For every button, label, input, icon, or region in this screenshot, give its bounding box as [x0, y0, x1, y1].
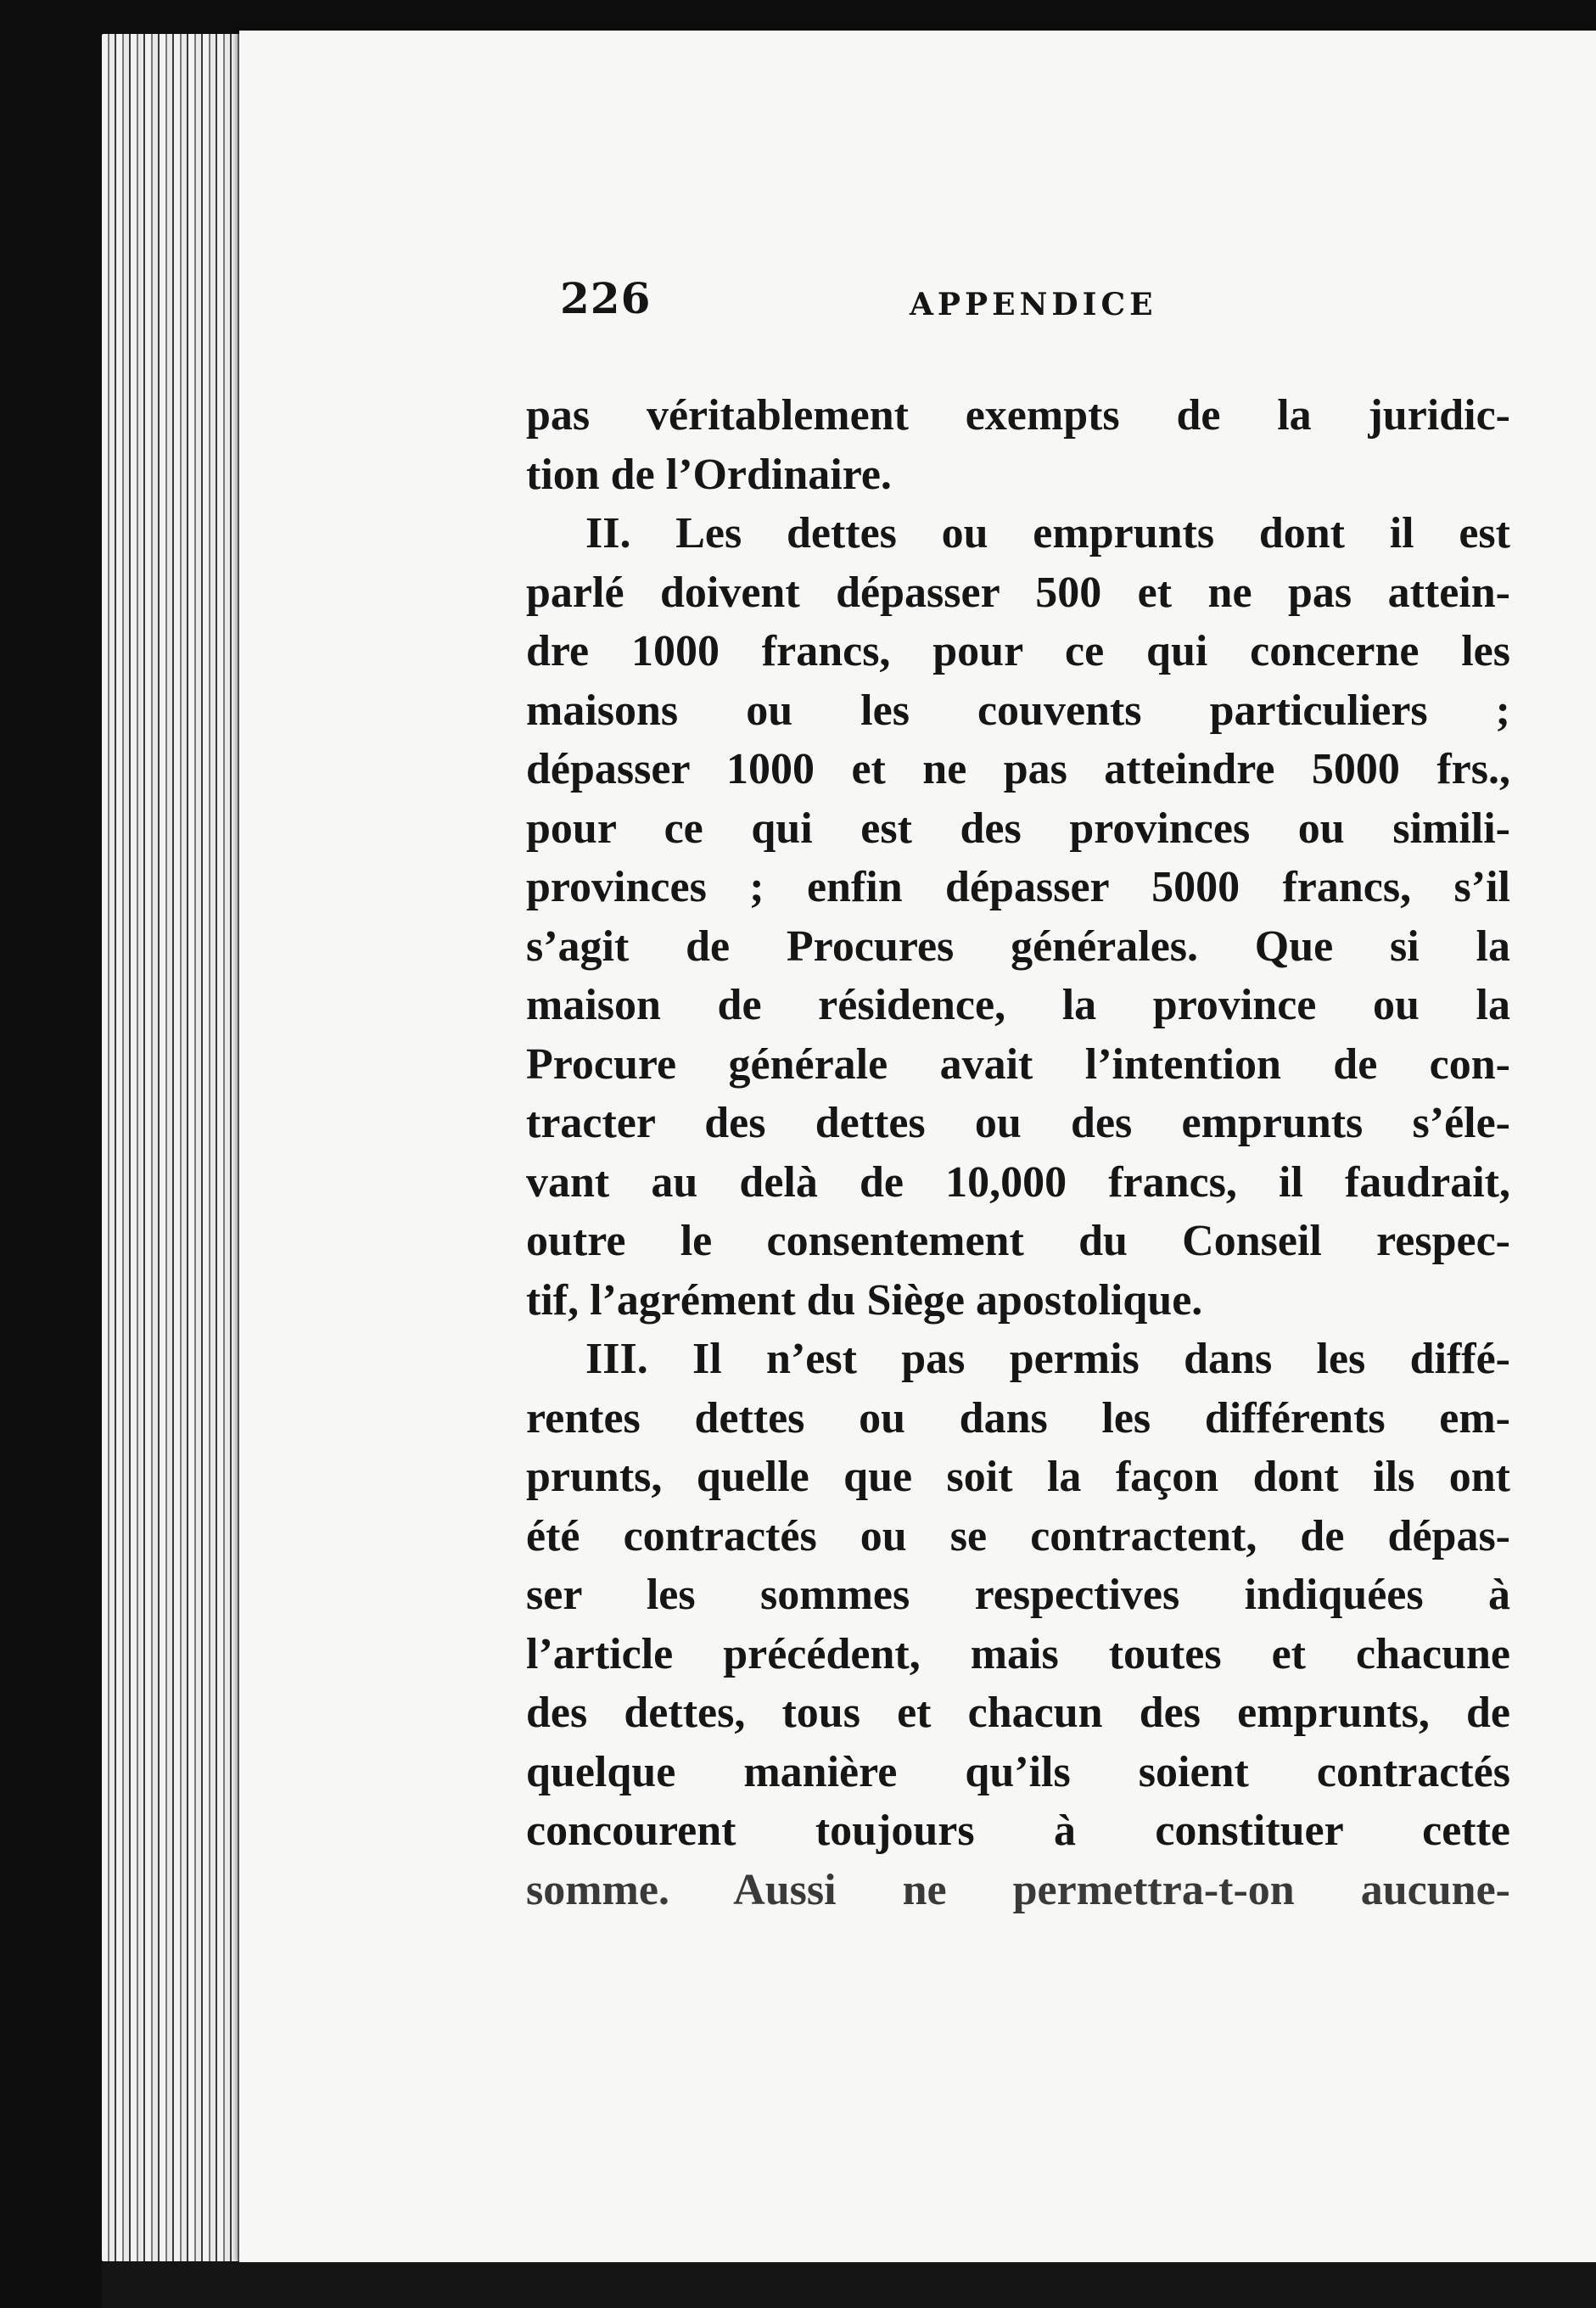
text-line: somme. Aussi ne permettra-t-on aucune- [526, 1865, 1510, 1914]
text-line: rentes dettes ou dans les différents em- [526, 1393, 1510, 1442]
text-line: tif, l’agrément du Siège apostolique. [526, 1275, 1203, 1325]
page-number: 226 [560, 273, 652, 323]
text-line: l’article précédent, mais toutes et chacune [526, 1629, 1510, 1678]
text-line: pas véritablement exempts de la juridic- [526, 391, 1510, 440]
text-line: s’agit de Procures générales. Que si la [526, 922, 1510, 971]
text-line: Procure générale avait l’intention de con- [526, 1039, 1510, 1089]
text-line: prunts, quelle que soit la façon dont ils ont [526, 1453, 1510, 1501]
text-line: pour ce qui est des provinces ou simili- [526, 804, 1510, 853]
text-line: dépasser 1000 et ne pas atteindre 5000 frs., [526, 745, 1510, 793]
text-line: tracter des dettes ou des emprunts s’éle- [526, 1099, 1510, 1147]
text-line: des dettes, tous et chacun des emprunts, de [526, 1689, 1510, 1737]
text-line: maison de résidence, la province ou la [526, 981, 1510, 1029]
text-line: provinces ; enfin dépasser 5000 francs, s’il [526, 863, 1510, 911]
text-line: été contractés ou se contractent, de dépas- [526, 1511, 1510, 1560]
text-line: II. Les dettes ou emprunts dont il est [585, 509, 1510, 557]
scan-bottom-border [102, 2262, 1596, 2308]
text-line: outre le consentement du Conseil respec- [526, 1217, 1510, 1265]
page-header [560, 273, 1510, 333]
text-line: dre 1000 francs, pour ce qui concerne les [526, 627, 1510, 675]
text-line: vant au delà de 10,000 francs, il faudrait, [526, 1157, 1510, 1207]
text-line: III. Il n’est pas permis dans les diffé- [585, 1335, 1510, 1383]
text-line: ser les sommes respectives indiquées à [526, 1571, 1510, 1619]
text-line: parlé doivent dépasser 500 et ne pas attein- [526, 568, 1510, 617]
text-line: concourent toujours à constituer cette [526, 1807, 1510, 1855]
page-edges [102, 34, 255, 2261]
text-line: maisons ou les couvents particuliers ; [526, 686, 1510, 735]
body-text [526, 386, 1510, 1919]
running-head: APPENDICE [910, 287, 1157, 322]
text-line: tion de l’Ordinaire. [526, 450, 892, 499]
text-line: quelque manière qu’ils soient contractés [526, 1747, 1510, 1796]
